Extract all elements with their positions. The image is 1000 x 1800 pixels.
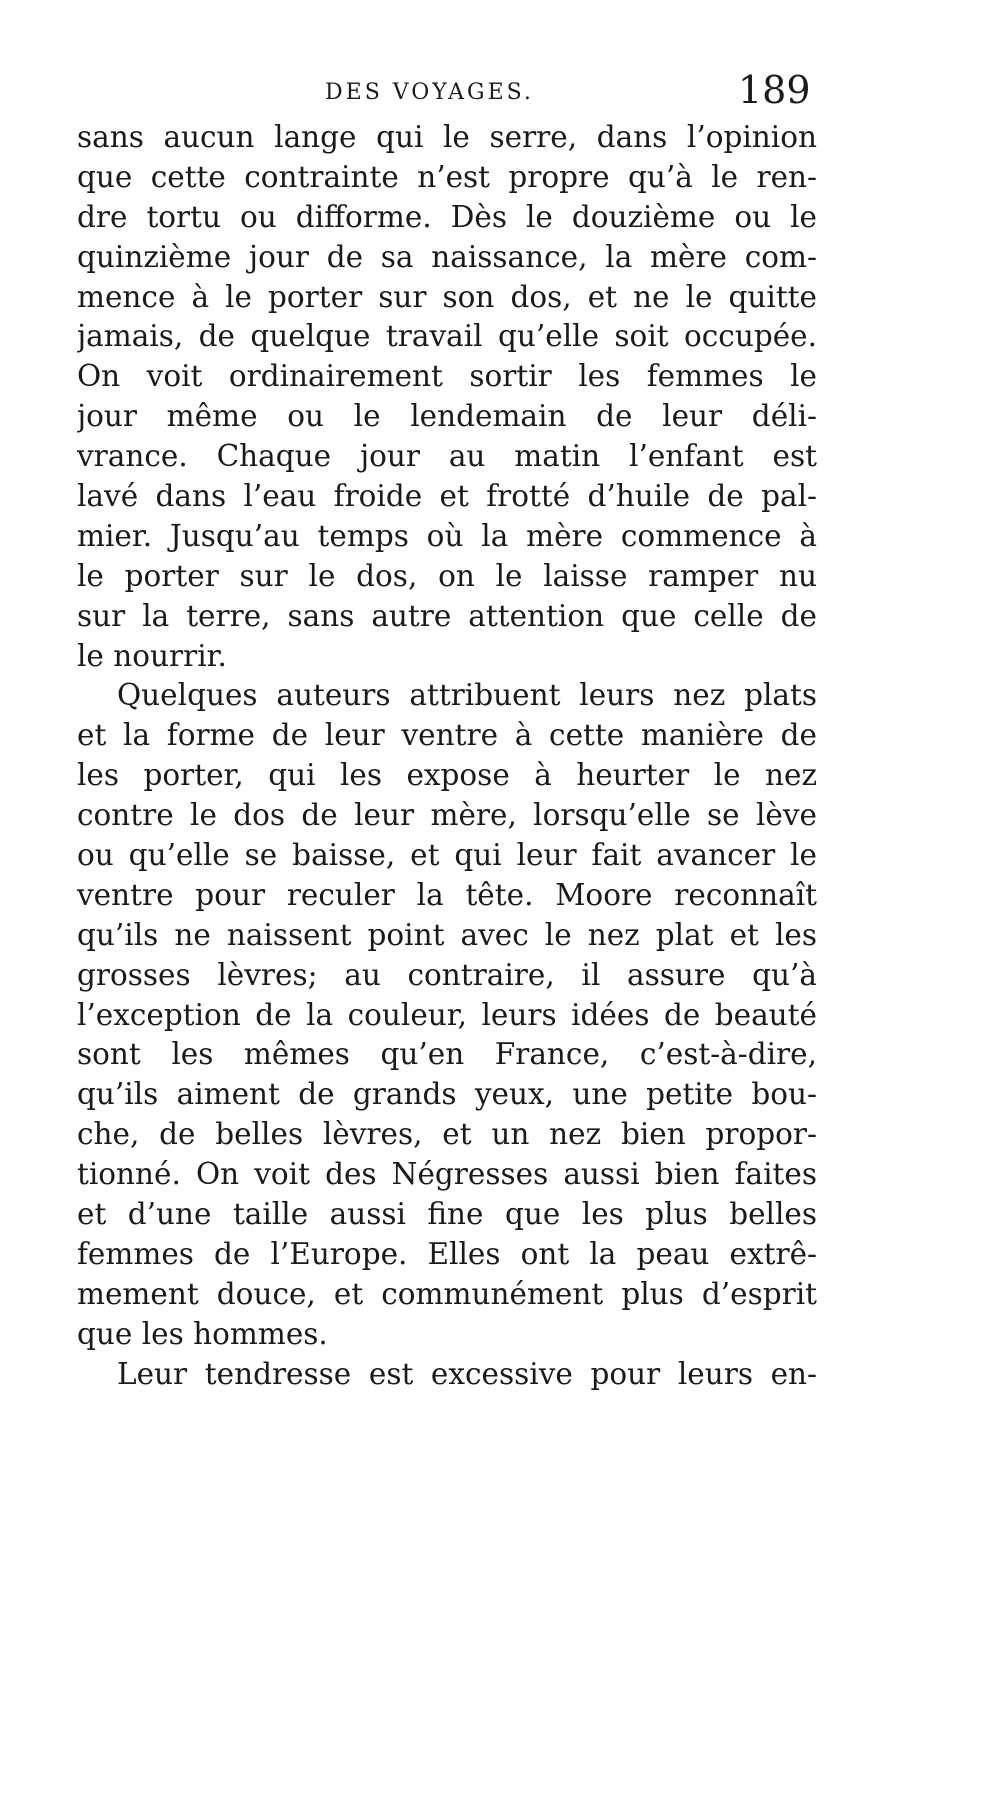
running-head <box>0 68 1000 118</box>
text-line: che, de belles lèvres, et un nez bien propor- <box>77 1117 817 1152</box>
text-line: sur la terre, sans autre attention que celle de <box>77 598 817 633</box>
page-number: 189 <box>738 68 811 112</box>
paragraph-1 <box>77 118 817 676</box>
text-line: que cette contrainte n’est propre qu’à le ren- <box>77 159 817 194</box>
text-line: jour même ou le lendemain de leur déli- <box>77 399 817 434</box>
text-line: tionné. On voit des Négresses aussi bien faites <box>77 1157 817 1192</box>
text-line: mement douce, et communément plus d’esprit <box>77 1276 817 1311</box>
text-line: sont les mêmes qu’en France, c’est-à-dire, <box>77 1037 817 1072</box>
text-line: qu’ils aiment de grands yeux, une petite bou- <box>77 1077 817 1112</box>
text-line: les porter, qui les expose à heurter le nez <box>77 758 817 793</box>
text-line: quinzième jour de sa naissance, la mère com- <box>77 239 817 274</box>
text-line: l’exception de la couleur, leurs idées de beauté <box>77 997 817 1032</box>
paragraph-3 <box>77 1355 817 1395</box>
running-title: DES VOYAGES. <box>325 80 534 105</box>
text-line: vrance. Chaque jour au matin l’enfant est <box>77 439 817 474</box>
text-line: qu’ils ne naissent point avec le nez plat et les <box>77 917 817 952</box>
body-text <box>77 118 817 1395</box>
paragraph-2 <box>77 676 817 1354</box>
text-line: Leur tendresse est excessive pour leurs en- <box>117 1356 817 1391</box>
text-line: On voit ordinairement sortir les femmes le <box>77 359 817 394</box>
text-line: mier. Jusqu’au temps où la mère commence à <box>77 518 817 553</box>
text-line: jamais, de quelque travail qu’elle soit occupée. <box>77 319 817 354</box>
text-line: mence à le porter sur son dos, et ne le quitte <box>77 279 817 314</box>
text-line: dre tortu ou difforme. Dès le douzième ou le <box>77 199 817 234</box>
text-line: sans aucun lange qui le serre, dans l’opinion <box>77 120 817 154</box>
text-line: ou qu’elle se baisse, et qui leur fait avancer le <box>77 838 817 873</box>
text-line: femmes de l’Europe. Elles ont la peau extrê- <box>77 1236 817 1271</box>
text-line: ventre pour reculer la tête. Moore reconnaît <box>77 877 817 912</box>
text-line: le nourrir. <box>77 638 227 673</box>
text-line: lavé dans l’eau froide et frotté d’huile de pal- <box>77 479 817 514</box>
text-line: Quelques auteurs attribuent leurs nez plats <box>117 678 817 713</box>
text-line: contre le dos de leur mère, lorsqu’elle se lève <box>77 798 817 833</box>
text-line: et la forme de leur ventre à cette manière de <box>77 718 817 753</box>
text-line: grosses lèvres; au contraire, il assure qu’à <box>77 957 817 992</box>
text-line: et d’une taille aussi fine que les plus belles <box>77 1197 817 1232</box>
text-line: le porter sur le dos, on le laisse ramper nu <box>77 558 817 593</box>
text-line: que les hommes. <box>77 1316 328 1351</box>
